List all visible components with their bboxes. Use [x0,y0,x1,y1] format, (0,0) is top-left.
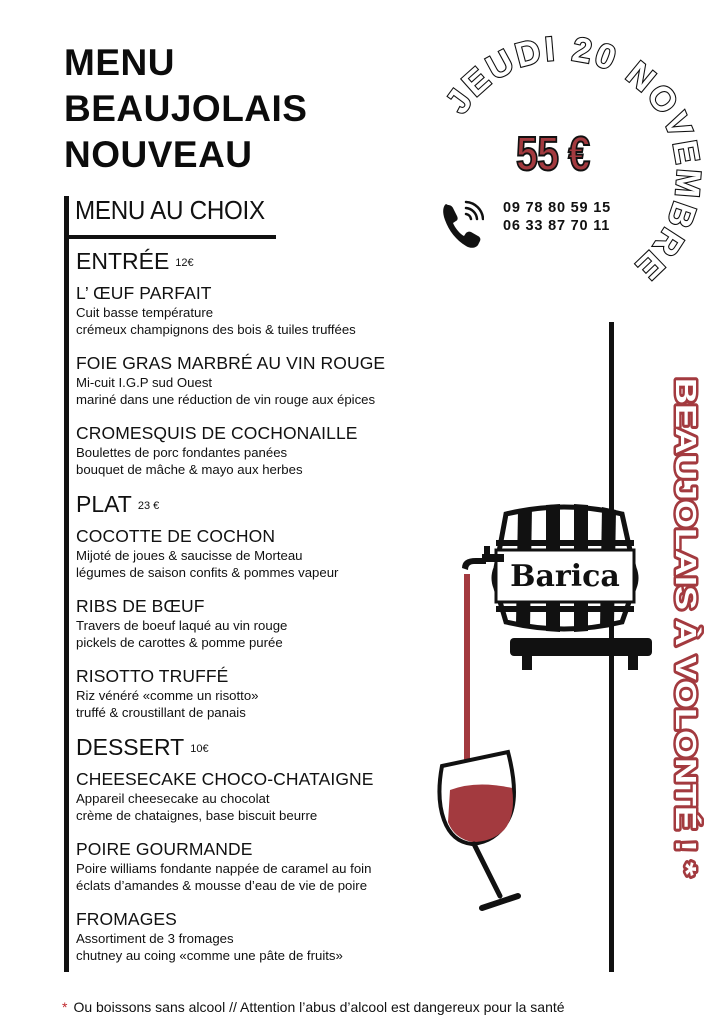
dish-description: Appareil cheesecake au chocolat [76,790,270,806]
dish-description: truffé & croustillant de panais [76,705,246,721]
dish-name: POIRE GOURMANDE [76,838,253,859]
dish-description: éclats d’amandes & mousse d’eau de vie de poire [76,878,368,894]
dish-name: COCOTTE DE COCHON [76,525,276,546]
dish [76,909,496,965]
dish [76,839,496,895]
dish-description: légumes de saison confits & pommes vapeur [76,565,339,581]
dish-name: FOIE GRAS MARBRÉ AU VIN ROUGE [76,352,386,373]
dish [76,769,496,825]
wine-barrel-icon [456,498,666,918]
brand-name: Barica [510,559,620,594]
title-line: NOUVEAU [64,134,253,175]
dish-description: bouquet de mâche & mayo aux herbes [76,462,303,478]
dish-name: CROMESQUIS DE COCHONAILLE [76,422,358,443]
phone-icon [440,200,484,250]
section-price: 23 € [137,499,160,512]
price-badge: 55 € [516,128,590,181]
dish [76,353,496,409]
dish-description: mariné dans une réduction de vin rouge aux épices [76,392,376,408]
choice-title: MENU AU CHOIX [75,195,265,225]
dish-name: FROMAGES [76,908,177,929]
dish [76,526,496,582]
dish-description: Boulettes de porc fondantes panées [76,444,288,460]
dish [76,596,496,652]
vertical-banner [668,374,708,884]
dish-description: Assortiment de 3 fromages [76,930,234,946]
section-price: 10€ [190,742,209,755]
dish-description: Cuit basse température [76,304,214,320]
footnote-asterisk: * [62,999,68,1015]
dish-description: crème de chataignes, base biscuit beurre [76,808,318,824]
dish-description: Mijoté de joues & saucisse de Morteau [76,547,303,563]
date-arc [0,0,724,330]
dish [76,666,496,722]
dish-description: Poire williams fondante nappée de caramel au foin [76,860,372,876]
section-plat [76,490,496,722]
section-name: DESSERT [76,733,185,760]
section-price: 12€ [175,256,194,269]
dish-name: L’ ŒUF PARFAIT [76,282,212,303]
section-heading [76,733,496,763]
phone-number: 06 33 87 70 11 [503,218,611,234]
dish-name: RIBS DE BŒUF [76,595,205,616]
dish-description: Riz vénéré «comme un risotto» [76,687,259,703]
section-dessert [76,733,496,965]
menu-list [76,247,496,979]
dish-description: crémeux champignons des bois & tuiles truffées [76,322,356,338]
dish-description: Travers de boeuf laqué au vin rouge [76,617,288,633]
title-line: MENU [64,42,175,83]
footnote [62,999,565,1015]
section-heading [76,490,496,520]
dish-description: pickels de carottes & pomme purée [76,635,283,651]
footnote-text: Ou boissons sans alcool // Attention l’abus d’alcool est dangereux pour la santé [73,999,565,1015]
date-text: JEUDI 20 NOVEMBRE [438,29,708,289]
dish-name: RISOTTO TRUFFÉ [76,665,229,686]
phone-number: 09 78 80 59 15 [503,200,611,216]
section-name: ENTRÉE [76,248,170,274]
dish-name: CHEESECAKE CHOCO-CHATAIGNE [76,768,374,789]
title-line: BEAUJOLAIS [64,88,308,129]
dish-description: chutney au coing «comme une pâte de fruits» [76,948,343,964]
dish-description: Mi-cuit I.G.P sud Ouest [76,374,213,390]
banner-text: BEAUJOLAIS À VOLONTÉ ! * [669,378,701,780]
phone-numbers [503,199,611,235]
section-name: PLAT [76,490,132,517]
dish [76,423,496,479]
